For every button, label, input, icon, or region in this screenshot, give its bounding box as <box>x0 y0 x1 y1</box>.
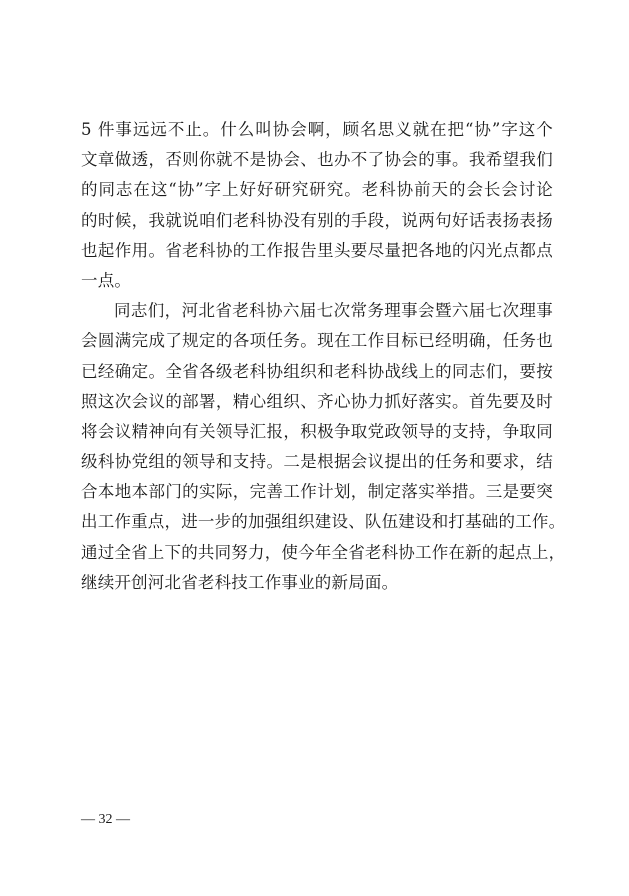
text-line: 一点。 <box>81 270 132 290</box>
text-line: 会圆满完成了规定的各项任务。现在工作目标已经明确，任务也 <box>81 331 553 351</box>
text-line: 文章做透，否则你就不是协会、也办不了协会的事。我希望我们 <box>81 150 553 170</box>
text-line: 通过全省上下的共同努力，使今年全省老科协工作在新的起点上， <box>81 542 566 562</box>
text-line: 的时候，我就说咱们老科协没有别的手段，说两句好话表扬表扬 <box>81 210 553 230</box>
text-line: 照这次会议的部署，精心组织、齐心协力抓好落实。首先要及时 <box>81 391 553 411</box>
paragraph-2 <box>81 296 566 598</box>
text-line: 继续开创河北省老科技工作事业的新局面。 <box>81 572 399 592</box>
text-line: 也起作用。省老科协的工作报告里头要尽量把各地的闪光点都点 <box>81 240 553 260</box>
text-line: 已经确定。全省各级老科协组织和老科协战线上的同志们，要按 <box>81 361 553 381</box>
paragraph-1 <box>81 115 553 296</box>
text-line: 5 件事远远不止。什么叫协会啊，顾名思义就在把“协”字这个 <box>81 120 553 139</box>
text-line: 同志们，河北省老科协六届七次常务理事会暨六届七次理事 <box>114 301 553 321</box>
text-line: 的同志在这“协”字上好好研究研究。老科协前天的会长会讨论 <box>81 180 553 200</box>
body-text <box>81 115 566 598</box>
text-line: 级科协党组的领导和支持。二是根据会议提出的任务和要求，结 <box>81 452 553 472</box>
text-line: 将会议精神向有关领导汇报，积极争取党政领导的支持，争取同 <box>81 421 553 441</box>
page-number: — 32 — <box>81 812 130 827</box>
text-line: 合本地本部门的实际，完善工作计划，制定落实举措。三是要突 <box>81 482 553 502</box>
text-line: 出工作重点，进一步的加强组织建设、队伍建设和打基础的工作。 <box>81 512 566 532</box>
